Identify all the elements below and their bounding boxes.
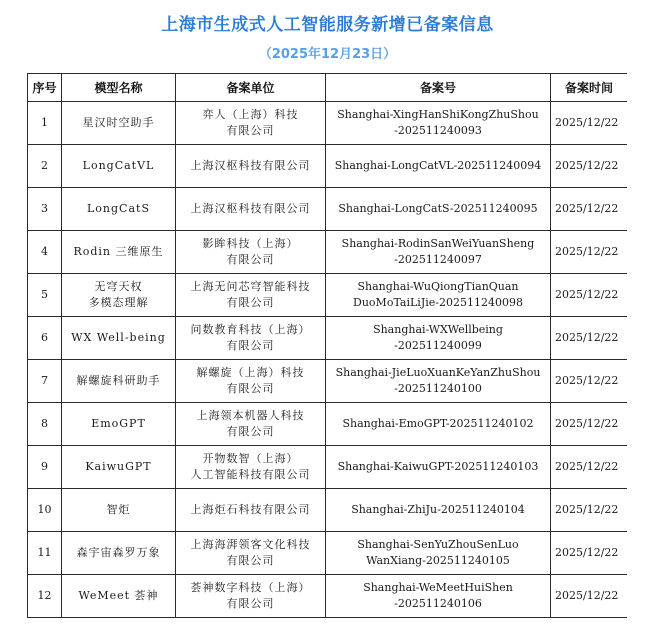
row-number: 3: [28, 188, 62, 231]
model-name: 星汉时空助手: [82, 116, 155, 129]
model-name: LongCatVL: [82, 159, 155, 172]
row-number: 11: [28, 532, 62, 575]
model-name: 智炬: [106, 503, 131, 516]
filing-unit: 开物数智（上海）: [202, 452, 299, 465]
filing-date: 2025/12/22: [551, 403, 628, 446]
model-name: KaiwuGPT: [85, 460, 152, 473]
model-name: 无穹天权: [94, 280, 143, 293]
row-number: 4: [28, 231, 62, 274]
header-no: 序号: [28, 74, 62, 102]
filing-number: -202511240097: [394, 253, 482, 266]
filing-unit: 有限公司: [226, 425, 275, 438]
row-number: 12: [28, 575, 62, 618]
model-name-cell: [62, 145, 176, 188]
filing-unit-cell: [176, 360, 326, 403]
filing-number-cell: [326, 274, 551, 317]
filing-date: 2025/12/22: [551, 188, 628, 231]
filing-unit: 有限公司: [226, 597, 275, 610]
table-row: [28, 274, 628, 317]
filing-unit: 上海炬石科技有限公司: [190, 503, 311, 516]
model-name: Rodin 三维原生: [73, 245, 164, 258]
model-name-cell: [62, 102, 176, 145]
table-row: [28, 575, 628, 618]
filing-unit-cell: [176, 532, 326, 575]
table-row: [28, 231, 628, 274]
filing-unit: 有限公司: [226, 296, 275, 309]
filing-unit: 上海汉枢科技有限公司: [190, 159, 311, 172]
filing-unit-cell: [176, 317, 326, 360]
filing-date: 2025/12/22: [551, 532, 628, 575]
filing-number: Shanghai-ZhiJu-202511240104: [351, 503, 525, 516]
header-filing-number: 备案号: [326, 74, 551, 102]
filing-number-cell: [326, 145, 551, 188]
header-model-name: 模型名称: [62, 74, 176, 102]
filing-unit: 人工智能科技有限公司: [190, 468, 311, 481]
model-name-cell: [62, 446, 176, 489]
model-name: 解螺旋科研助手: [76, 374, 161, 387]
filing-unit: 有限公司: [226, 253, 275, 266]
filing-unit-cell: [176, 231, 326, 274]
filing-number-cell: [326, 532, 551, 575]
filing-number-cell: [326, 489, 551, 532]
filing-unit: 影眸科技（上海）: [202, 237, 299, 250]
filing-number: Shanghai-LongCatS-202511240095: [338, 202, 538, 215]
model-name: WeMeet 荟神: [78, 589, 159, 602]
filing-date: 2025/12/22: [551, 102, 628, 145]
header-filing-date: 备案时间: [551, 74, 628, 102]
filing-number: Shanghai-WeMeetHuiShen: [363, 581, 513, 594]
filing-number: Shanghai-WuQiongTianQuan: [357, 280, 519, 293]
filing-number: Shanghai-JieLuoXuanKeYanZhuShou: [335, 366, 541, 379]
row-number: 7: [28, 360, 62, 403]
row-number: 5: [28, 274, 62, 317]
model-name: WX Well-being: [71, 331, 166, 344]
filing-date: 2025/12/22: [551, 360, 628, 403]
filing-number-cell: [326, 360, 551, 403]
page-title: 上海市生成式人工智能服务新增已备案信息: [161, 15, 494, 35]
row-number: 1: [28, 102, 62, 145]
filing-unit-cell: [176, 446, 326, 489]
filing-date: 2025/12/22: [551, 446, 628, 489]
table-row: [28, 489, 628, 532]
table-row: [28, 446, 628, 489]
filing-table: [27, 73, 627, 618]
filing-number: WanXiang-202511240105: [366, 554, 510, 567]
row-number: 8: [28, 403, 62, 446]
filing-unit-cell: [176, 145, 326, 188]
table-row: [28, 360, 628, 403]
filing-number: Shanghai-EmoGPT-202511240102: [342, 417, 534, 430]
row-number: 9: [28, 446, 62, 489]
filing-number-cell: [326, 231, 551, 274]
model-name-cell: [62, 317, 176, 360]
filing-date: 2025/12/22: [551, 317, 628, 360]
page-date: （2025年12月23日）: [258, 47, 397, 62]
table-row: [28, 317, 628, 360]
table-row: [28, 102, 628, 145]
table-header-row: [28, 74, 628, 102]
model-name-cell: [62, 274, 176, 317]
filing-number: -202511240100: [394, 382, 482, 395]
filing-number: Shanghai-RodinSanWeiYuanSheng: [341, 237, 535, 250]
filing-number-cell: [326, 446, 551, 489]
filing-unit: 解螺旋（上海）科技: [196, 366, 305, 379]
model-name: LongCatS: [87, 202, 150, 215]
model-name: EmoGPT: [91, 417, 146, 430]
model-name-cell: [62, 188, 176, 231]
filing-unit-cell: [176, 274, 326, 317]
filing-unit-cell: [176, 188, 326, 231]
filing-unit-cell: [176, 102, 326, 145]
model-name: 多模态理解: [88, 296, 149, 309]
filing-number: Shanghai-LongCatVL-202511240094: [334, 159, 542, 172]
filing-number: -202511240106: [394, 597, 482, 610]
model-name-cell: [62, 360, 176, 403]
row-number: 2: [28, 145, 62, 188]
model-name-cell: [62, 532, 176, 575]
filing-number-cell: [326, 575, 551, 618]
filing-number: Shanghai-WXWellbeing: [373, 323, 503, 336]
model-name: 森宇宙森罗万象: [76, 546, 161, 559]
model-name-cell: [62, 575, 176, 618]
filing-date: 2025/12/22: [551, 231, 628, 274]
filing-unit-cell: [176, 489, 326, 532]
filing-unit: 有限公司: [226, 382, 275, 395]
filing-unit: 上海汉枢科技有限公司: [190, 202, 311, 215]
filing-unit: 有限公司: [226, 339, 275, 352]
filing-table-wrapper: [27, 73, 627, 621]
header-filing-unit: 备案单位: [176, 74, 326, 102]
filing-number: -202511240093: [394, 124, 482, 137]
filing-date: 2025/12/22: [551, 575, 628, 618]
filing-unit: 上海海湃领客文化科技: [190, 538, 311, 551]
model-name-cell: [62, 403, 176, 446]
filing-unit: 荟神数字科技（上海）: [190, 581, 311, 594]
model-name-cell: [62, 489, 176, 532]
filing-date: 2025/12/22: [551, 489, 628, 532]
table-row: [28, 403, 628, 446]
filing-unit: 有限公司: [226, 124, 275, 137]
filing-number-cell: [326, 403, 551, 446]
filing-number: Shanghai-XingHanShiKongZhuShou: [337, 108, 539, 121]
filing-number-cell: [326, 188, 551, 231]
table-body: [28, 102, 628, 618]
filing-date: 2025/12/22: [551, 274, 628, 317]
filing-unit: 弈人（上海）科技: [202, 108, 299, 121]
filing-number: DuoMoTaiLiJie-202511240098: [353, 296, 523, 309]
table-row: [28, 188, 628, 231]
filing-unit-cell: [176, 575, 326, 618]
filing-number: -202511240099: [394, 339, 482, 352]
table-row: [28, 145, 628, 188]
filing-unit: 上海领本机器人科技: [196, 409, 305, 422]
table-row: [28, 532, 628, 575]
filing-unit: 问数教育科技（上海）: [190, 323, 311, 336]
filing-unit-cell: [176, 403, 326, 446]
filing-number-cell: [326, 317, 551, 360]
filing-number: Shanghai-SenYuZhouSenLuo: [357, 538, 519, 551]
row-number: 10: [28, 489, 62, 532]
filing-number: Shanghai-KaiwuGPT-202511240103: [337, 460, 539, 473]
model-name-cell: [62, 231, 176, 274]
filing-unit: 上海无问芯穹智能科技: [190, 280, 311, 293]
filing-unit: 有限公司: [226, 554, 275, 567]
filing-date: 2025/12/22: [551, 145, 628, 188]
row-number: 6: [28, 317, 62, 360]
filing-number-cell: [326, 102, 551, 145]
